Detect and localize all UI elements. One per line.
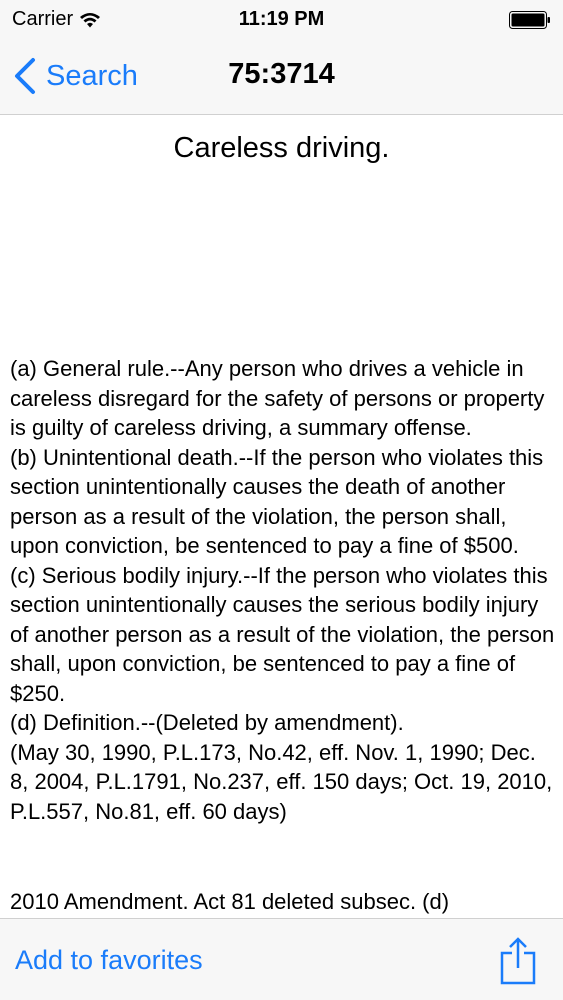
battery-icon: [509, 11, 551, 29]
statute-content[interactable]: [0, 115, 563, 918]
status-bar: [0, 0, 563, 40]
share-icon[interactable]: [498, 936, 538, 986]
subsection-b: (b) Unintentional death.--If the person who violates this section unintentionally causes the death of another person as a result of the violation, the person shall, upon conviction, be sentenced to pay a fine of $500.: [10, 444, 544, 558]
subsection-a: (a) General rule.--Any person who drives a vehicle in careless disregard for the safety of persons or property is guilty of careless driving, a summary offense.: [10, 356, 545, 440]
add-to-favorites-button[interactable]: Add to favorites: [15, 945, 203, 975]
status-time: 11:19 PM: [238, 8, 325, 30]
section-heading: Careless driving.: [173, 132, 390, 164]
bottom-toolbar: [0, 918, 563, 1000]
history-note: (May 30, 1990, P.L.173, No.42, eff. Nov. 1, 1990; Dec. 8, 2004, P.L.1791, No.237, eff. 150 days; Oct. 19, 2010, P.L.557, No.81, eff. 60 days): [10, 739, 553, 824]
section-body: [10, 354, 558, 826]
subsection-c: (c) Serious bodily injury.--If the person who violates this section unintentionally causes the serious bodily injury of another person as a result of the violation, the person shall, upon conviction, be sentenced to pay a fine of $250.: [10, 562, 555, 706]
navigation-bar: [0, 40, 563, 115]
carrier-label: Carrier: [12, 8, 74, 30]
subsection-d: (d) Definition.--(Deleted by amendment).: [10, 710, 404, 735]
back-button-label: Search: [46, 59, 138, 92]
page-title: 75:3714: [228, 58, 335, 90]
amendment-note-partial: 2010 Amendment. Act 81 deleted subsec. (d): [10, 889, 450, 914]
